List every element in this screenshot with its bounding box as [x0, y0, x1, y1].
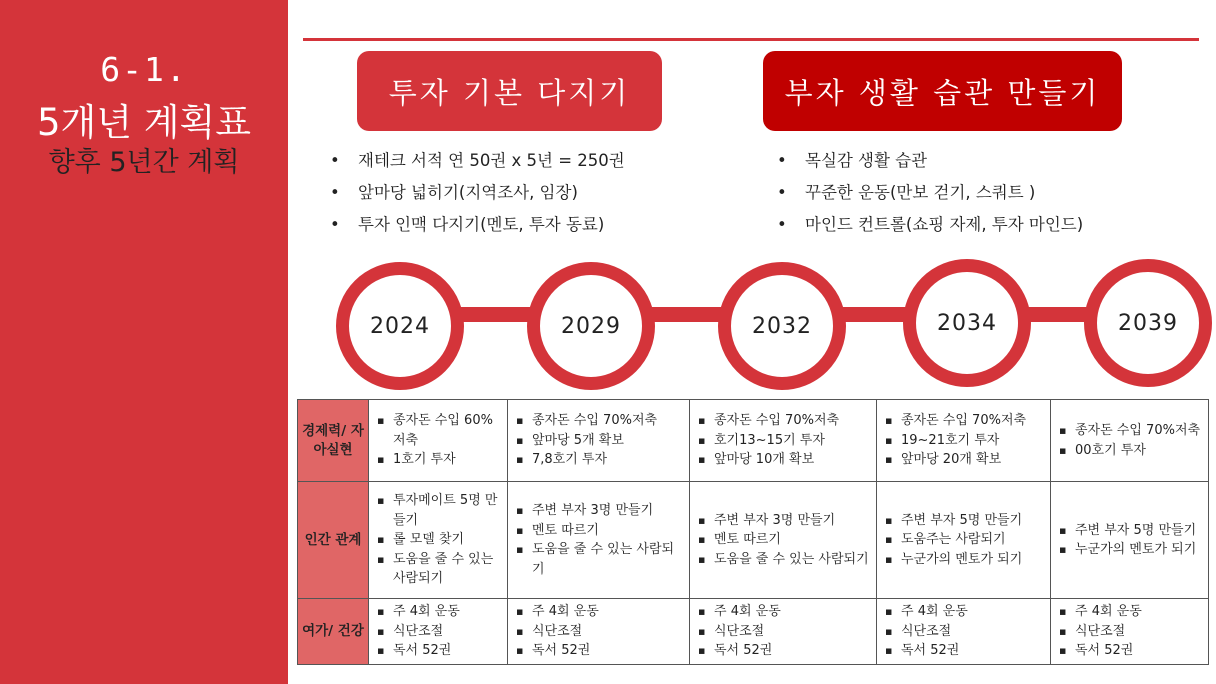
- timeline-year-2039: 2039: [1084, 259, 1212, 387]
- list-item: ▪ 도움을 줄 수 있는 사람되기: [512, 540, 685, 579]
- table-cell: [1051, 482, 1209, 599]
- list-item: ▪ 주 4회 운동: [512, 602, 685, 622]
- list-item: ▪ 멘토 따르기: [512, 521, 685, 541]
- cell-list: [694, 411, 872, 470]
- table-cell: [508, 599, 690, 665]
- list-item: • 꾸준한 운동(만보 걷기, 스쿼트 ): [777, 177, 1083, 209]
- table-row: [298, 482, 1209, 599]
- cell-list: [512, 411, 685, 470]
- timeline-year-2024: 2024: [336, 262, 464, 390]
- table-cell: [877, 599, 1051, 665]
- list-item: ▪ 누군가의 멘토가 되기: [1055, 540, 1204, 560]
- list-item: ▪ 독서 52권: [1055, 641, 1204, 661]
- list-item: ▪ 식단조절: [881, 622, 1046, 642]
- table-row: [298, 400, 1209, 482]
- table-cell: [1051, 599, 1209, 665]
- plan-table: [297, 399, 1209, 665]
- list-item: ▪ 19~21호기 투자: [881, 431, 1046, 451]
- cell-list: [1055, 602, 1204, 661]
- list-item: ▪ 호기13~15기 투자: [694, 431, 872, 451]
- list-item: ▪ 독서 52권: [694, 641, 872, 661]
- list-item: ▪ 종자돈 수입 70%저축: [512, 411, 685, 431]
- list-item: ▪ 7,8호기 투자: [512, 450, 685, 470]
- cell-list: [694, 511, 872, 570]
- list-item: ▪ 투자메이트 5명 만들기: [373, 491, 503, 530]
- page-title: 5개년 계획표: [36, 101, 251, 144]
- list-item: ▪ 식단조절: [694, 622, 872, 642]
- list-item: ▪ 1호기 투자: [373, 450, 503, 470]
- list-item: ▪ 주변 부자 5명 만들기: [881, 511, 1046, 531]
- cell-list: [373, 491, 503, 589]
- list-item: ▪ 주 4회 운동: [1055, 602, 1204, 622]
- table-row: [298, 599, 1209, 665]
- list-item: ▪ 주 4회 운동: [881, 602, 1046, 622]
- list-item: ▪ 독서 52권: [373, 641, 503, 661]
- cell-list: [881, 602, 1046, 661]
- list-item: ▪ 앞마당 5개 확보: [512, 431, 685, 451]
- table-cell: [508, 400, 690, 482]
- table-cell: [369, 400, 508, 482]
- list-item: ▪ 독서 52권: [881, 641, 1046, 661]
- list-item: ▪ 식단조절: [373, 622, 503, 642]
- list-item: • 투자 인맥 다지기(멘토, 투자 동료): [330, 209, 625, 241]
- list-item: ▪ 주변 부자 5명 만들기: [1055, 521, 1204, 541]
- list-item: • 마인드 컨트롤(쇼핑 자제, 투자 마인드): [777, 209, 1083, 241]
- table-cell: [877, 400, 1051, 482]
- row-header: 인간 관계: [298, 482, 369, 599]
- list-item: ▪ 00호기 투자: [1055, 441, 1204, 461]
- table-cell: [508, 482, 690, 599]
- list-item: ▪ 식단조절: [512, 622, 685, 642]
- cell-list: [512, 602, 685, 661]
- table-cell: [877, 482, 1051, 599]
- list-item: ▪ 누군가의 멘토가 되기: [881, 550, 1046, 570]
- list-item: ▪ 식단조절: [1055, 622, 1204, 642]
- list-item: ▪ 주 4회 운동: [373, 602, 503, 622]
- cell-list: [881, 411, 1046, 470]
- cell-list: [1055, 521, 1204, 560]
- rich-habits-button[interactable]: 부자 생활 습관 만들기: [763, 51, 1122, 131]
- table-cell: [690, 482, 877, 599]
- sidebar-panel: [0, 0, 288, 684]
- row-header: 여가/ 건강: [298, 599, 369, 665]
- top-divider: [303, 38, 1199, 41]
- list-item: • 목실감 생활 습관: [777, 145, 1083, 177]
- list-item: ▪ 주변 부자 3명 만들기: [512, 501, 685, 521]
- list-item: ▪ 주변 부자 3명 만들기: [694, 511, 872, 531]
- table-cell: [369, 482, 508, 599]
- list-item: ▪ 종자돈 수입 60%저축: [373, 411, 503, 450]
- cell-list: [373, 602, 503, 661]
- list-item: ▪ 롤 모델 찾기: [373, 530, 503, 550]
- list-item: ▪ 종자돈 수입 70%저축: [1055, 421, 1204, 441]
- section-number: 6-1.: [100, 50, 188, 89]
- list-item: ▪ 독서 52권: [512, 641, 685, 661]
- list-item: ▪ 도움을 줄 수 있는 사람되기: [373, 550, 503, 589]
- basic-investment-button[interactable]: 투자 기본 다지기: [357, 51, 662, 131]
- table-cell: [369, 599, 508, 665]
- list-item: • 앞마당 넓히기(지역조사, 임장): [330, 177, 625, 209]
- cell-list: [694, 602, 872, 661]
- timeline-year-2034: 2034: [903, 259, 1031, 387]
- cell-list: [881, 511, 1046, 570]
- right-bullet-list: [777, 145, 1083, 241]
- cell-list: [373, 411, 503, 470]
- timeline-year-2032: 2032: [718, 262, 846, 390]
- cell-list: [1055, 421, 1204, 460]
- row-header: 경제력/ 자아실현: [298, 400, 369, 482]
- list-item: ▪ 앞마당 20개 확보: [881, 450, 1046, 470]
- page-subtitle: 향후 5년간 계획: [48, 147, 240, 178]
- list-item: ▪ 앞마당 10개 확보: [694, 450, 872, 470]
- list-item: ▪ 종자돈 수입 70%저축: [694, 411, 872, 431]
- table-cell: [1051, 400, 1209, 482]
- cell-list: [512, 501, 685, 579]
- list-item: ▪ 도움을 줄 수 있는 사람되기: [694, 550, 872, 570]
- list-item: ▪ 도움주는 사람되기: [881, 530, 1046, 550]
- table-cell: [690, 599, 877, 665]
- table-cell: [690, 400, 877, 482]
- list-item: ▪ 종자돈 수입 70%저축: [881, 411, 1046, 431]
- list-item: ▪ 주 4회 운동: [694, 602, 872, 622]
- list-item: ▪ 멘토 따르기: [694, 530, 872, 550]
- left-bullet-list: [330, 145, 625, 241]
- list-item: • 재테크 서적 연 50권 x 5년 = 250권: [330, 145, 625, 177]
- timeline-year-2029: 2029: [527, 262, 655, 390]
